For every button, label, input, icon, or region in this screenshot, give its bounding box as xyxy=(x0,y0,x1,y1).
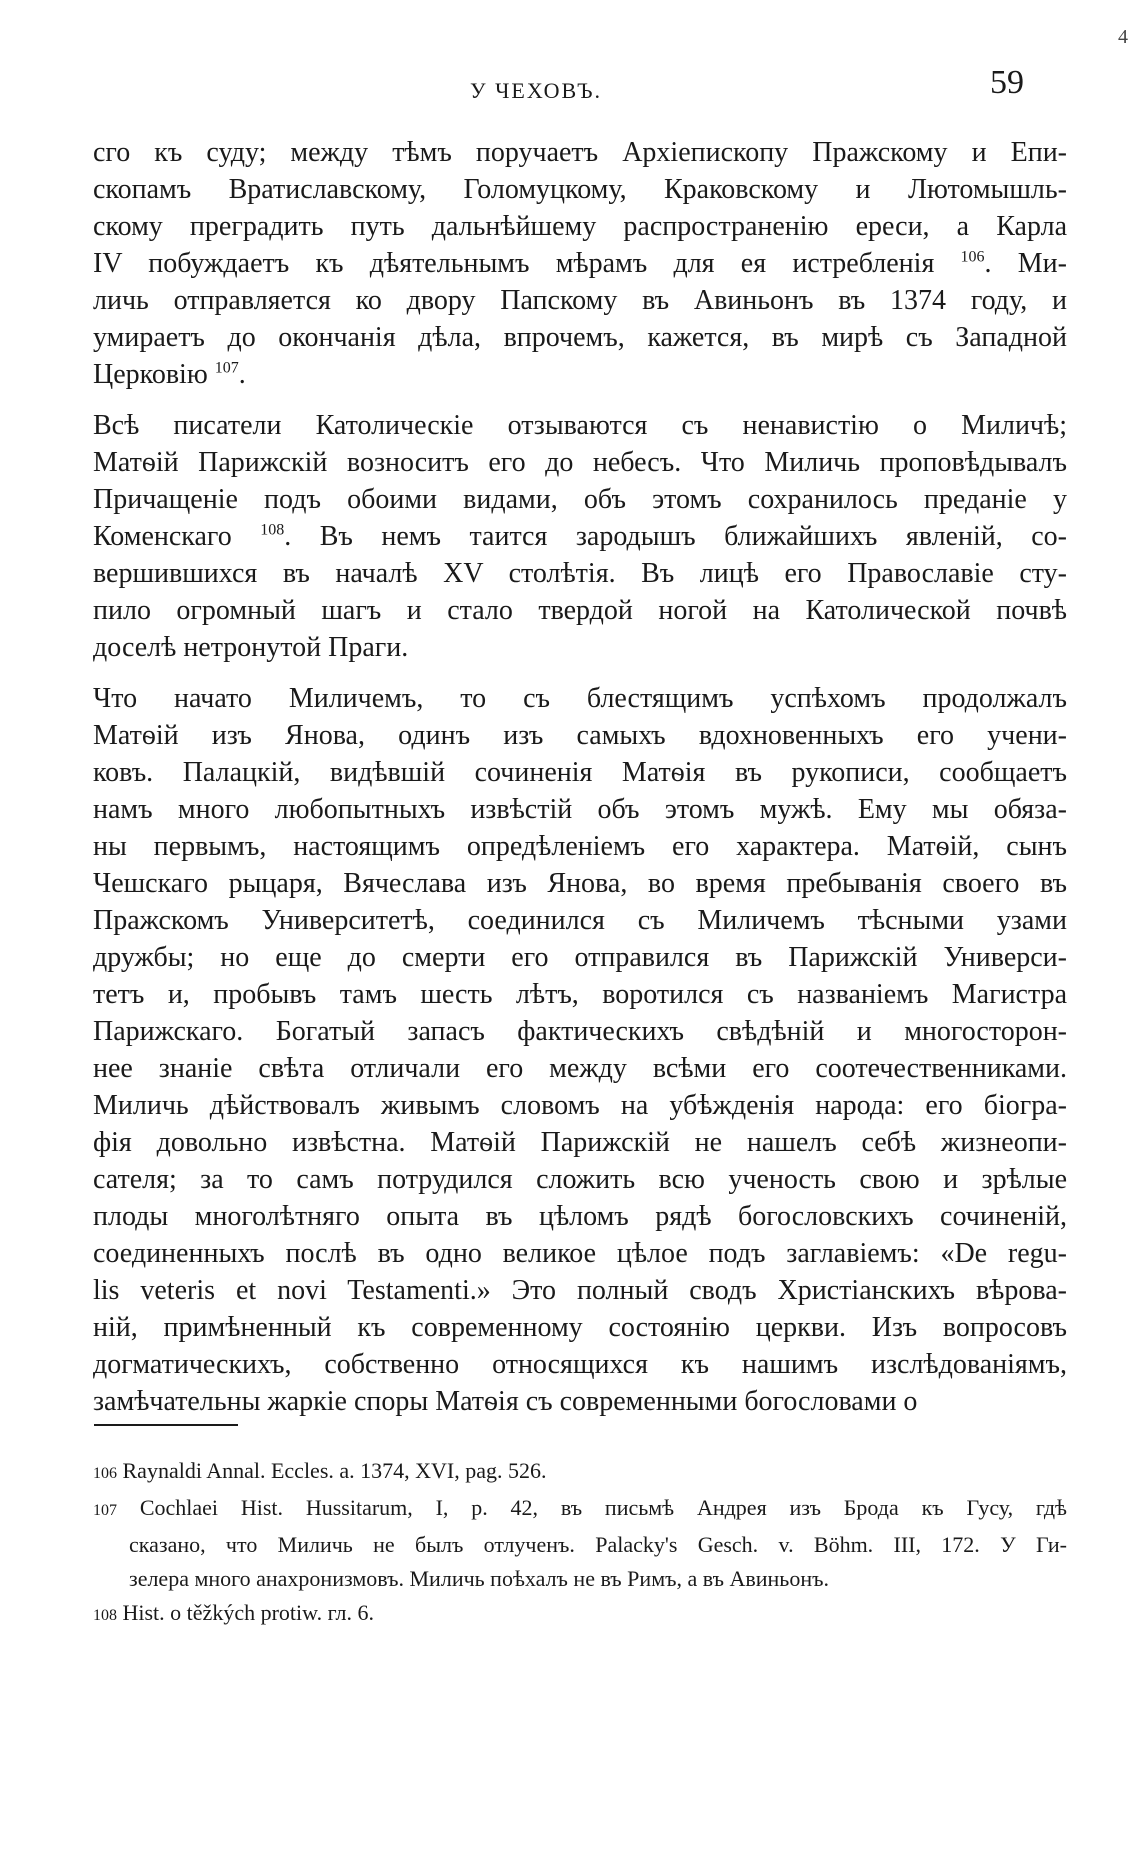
text-line: пило огромный шагъ и стало твердой ногой на Католической почвѣ xyxy=(93,595,1067,626)
text-line: соединенныхъ послѣ въ одно великое цѣлое подъ заглавіемъ: «De regu- xyxy=(93,1238,1067,1269)
footnote-text: зелера много анахронизмовъ. Миличь поѣхалъ не въ Римъ, а въ Авиньонъ. xyxy=(129,1566,829,1591)
footnotes xyxy=(93,1454,1067,1633)
text-line: ны первымъ, настоящимъ опредѣленіемъ его характера. Матѳій, сынъ xyxy=(93,831,1067,862)
text-line: Матѳій Парижскій возноситъ его до небесъ. Что Миличь проповѣдывалъ xyxy=(93,447,1067,478)
text-line: Парижскаго. Богатый запасъ фактическихъ свѣдѣній и многосторон- xyxy=(93,1016,1067,1047)
footnote-text: Raynaldi Annal. Eccles. a. 1374, XVI, pag. 526. xyxy=(122,1458,547,1483)
text-line: личь отправляется ко двору Папскому въ Авиньонъ въ 1374 году, и xyxy=(93,285,1067,316)
text-run: Коменскаго xyxy=(93,521,261,552)
text-line: Чешскаго рыцаря, Вячеслава изъ Янова, во время пребыванія своего въ xyxy=(93,868,1067,899)
text-line: сго къ суду; между тѣмъ поручаетъ Архіепископу Пражскому и Епи- xyxy=(93,137,1067,168)
text-line: Миличь дѣйствовалъ живымъ словомъ на убѣжденія народа: его біогра- xyxy=(93,1090,1067,1121)
text-line: вершившихся въ началѣ XV столѣтія. Въ лицѣ его Православіе сту- xyxy=(93,558,1067,589)
text-line: скопамъ Вратиславскому, Голомуцкому, Краковскому и Лютомышль- xyxy=(93,174,1067,205)
footnote-ref[interactable]: 107 xyxy=(214,359,239,377)
text-line: сателя; за то самъ потрудился сложить всю ученость свою и зрѣлые xyxy=(93,1164,1067,1195)
text-run: . Въ немъ таится зародышъ ближайшихъ явленій, со- xyxy=(284,521,1067,552)
text-line: Что начато Миличемъ, то съ блестящимъ успѣхомъ продолжалъ xyxy=(93,683,1067,714)
body-text xyxy=(93,134,1067,1420)
text-line: lis veteris et novi Testamenti.» Это полный сводъ Христіанскихъ вѣрова- xyxy=(93,1275,1067,1306)
text-line xyxy=(93,356,1067,393)
text-line: Причащеніе подъ обоими видами, объ этомъ сохранилось преданіе у xyxy=(93,484,1067,515)
paragraph xyxy=(93,407,1067,666)
footnote-text: Hist. o těžkých protiw. гл. 6. xyxy=(122,1600,374,1625)
footnote xyxy=(93,1491,1067,1596)
footnote-ref[interactable]: 108 xyxy=(260,521,285,539)
text-line: дружбы; но еще до смерти его отправился въ Парижскій Универси- xyxy=(93,942,1067,973)
text-line: догматическихъ, собственно относящихся къ нашимъ изслѣдованіямъ, xyxy=(93,1349,1067,1380)
footnote-number: 106 xyxy=(93,1465,117,1482)
footnote-line xyxy=(93,1454,1067,1491)
text-line: ній, примѣненный къ современному состоянію церкви. Изъ вопросовъ xyxy=(93,1312,1067,1343)
page-number: 59 xyxy=(990,64,1024,101)
text-run: Церковію xyxy=(93,359,215,390)
footnote-line xyxy=(93,1596,1067,1633)
footnote-number: 107 xyxy=(93,1502,117,1519)
text-line: Пражскомъ Университетѣ, соединился съ Миличемъ тѣсными узами xyxy=(93,905,1067,936)
footnote-text: Cochlaei Hist. Hussitarum, I, p. 42, въ письмѣ Андрея изъ Брода къ Гусу, гдѣ xyxy=(139,1495,1067,1520)
footnote-rule xyxy=(94,1424,238,1426)
text-line: Матѳій изъ Янова, одинъ изъ самыхъ вдохновенныхъ его учени- xyxy=(93,720,1067,751)
paragraph xyxy=(93,134,1067,393)
text-run: IV побуждаетъ къ дѣятельнымъ мѣрамъ для ея истребленія xyxy=(93,248,961,279)
text-line: нее знаніе свѣта отличали его между всѣми его соотечественниками. xyxy=(93,1053,1067,1084)
footnote xyxy=(93,1596,1067,1633)
corner-mark: 4 xyxy=(1118,26,1128,48)
text-line: ковъ. Палацкій, видѣвшій сочиненія Матѳія въ рукописи, сообщаетъ xyxy=(93,757,1067,788)
footnote-ref[interactable]: 106 xyxy=(960,248,985,266)
paragraph xyxy=(93,680,1067,1420)
text-line: скому преградить путь дальнѣйшему распространенію ереси, а Карла xyxy=(93,211,1067,242)
footnote-text: сказано, что Миличь не былъ отлученъ. Palacky's Gesch. v. Böhm. III, 172. У Ги- xyxy=(129,1532,1067,1557)
footnote-line xyxy=(93,1528,1067,1562)
text-line: Всѣ писатели Католическіе отзываются съ ненавистію о Миличѣ; xyxy=(93,410,1067,441)
text-line: плоды многолѣтняго опыта въ цѣломъ рядѣ богословскихъ сочиненій, xyxy=(93,1201,1067,1232)
text-line: доселѣ нетронутой Праги. xyxy=(93,632,409,663)
text-line: замѣчательны жаркіе споры Матѳія съ современными богословами о xyxy=(93,1386,918,1417)
footnote-line xyxy=(93,1562,1067,1596)
text-run: . Ми- xyxy=(984,248,1067,279)
footnote-number: 108 xyxy=(93,1607,117,1624)
text-run: . xyxy=(238,359,246,390)
text-line: намъ много любопытныхъ извѣстій объ этомъ мужѣ. Ему мы обяза- xyxy=(93,794,1067,825)
paragraph-gap xyxy=(93,393,1067,407)
footnote-line xyxy=(93,1491,1067,1528)
text-line xyxy=(93,245,1067,282)
text-line: умираетъ до окончанія дѣла, впрочемъ, кажется, въ мирѣ съ Западной xyxy=(93,322,1067,353)
paragraph-gap xyxy=(93,666,1067,680)
text-line: фія довольно извѣстна. Матѳій Парижскій не нашелъ себѣ жизнеопи- xyxy=(93,1127,1067,1158)
running-head: У ЧЕХОВЪ. xyxy=(470,78,603,103)
text-line xyxy=(93,518,1067,555)
text-line: тетъ и, пробывъ тамъ шесть лѣтъ, воротился съ названіемъ Магистра xyxy=(93,979,1067,1010)
footnote xyxy=(93,1454,1067,1491)
